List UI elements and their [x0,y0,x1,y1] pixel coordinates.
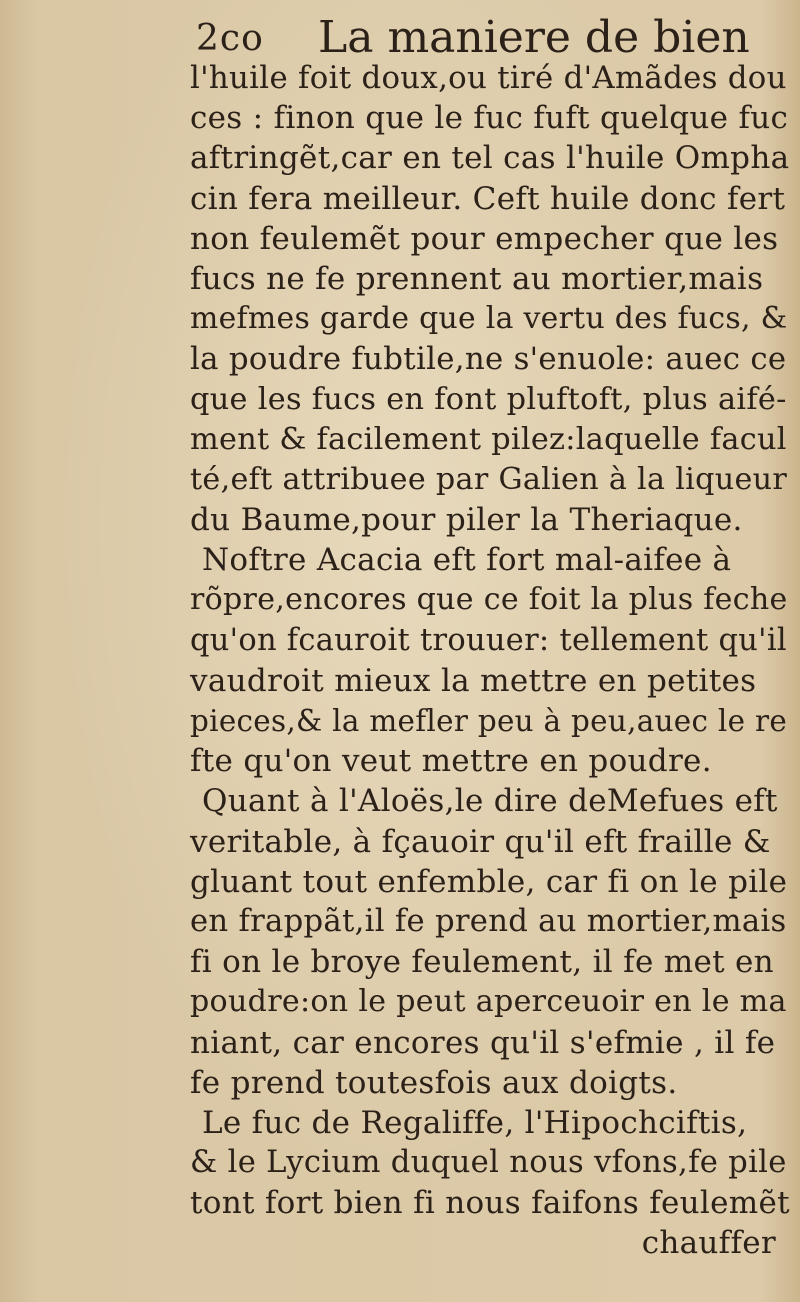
text-line: chauffer [641,1225,776,1262]
text-line: Le fuc de Regaliffe, l'Hipochciftis, [202,1104,748,1141]
text-line: la poudre fubtile,ne s'enuole: auec ce [190,341,787,378]
text-line: en frappãt,il fe prend au mortier,mais [190,903,787,939]
text-line: niant, car encores qu'il s'efmie , il fe [190,1024,776,1061]
text-line: mefmes garde que la vertu des fucs, & [190,301,788,337]
text-line: du Baume,pour piler la Theriaque. [190,502,743,539]
text-line: ment & facilement pilez:laquelle facul [190,421,787,457]
text-line: ces : finon que le fuc fuft quelque fuc [190,100,789,137]
text-line: l'huile foit doux,ou tiré d'Amãdes dou [190,60,787,96]
text-line: fucs ne fe prennent au mortier,mais [190,260,764,297]
text-line: fi on le broye feulement, il fe met en [190,944,774,981]
text-line: aftringẽt,car en tel cas l'huile Ompha [190,140,790,177]
body-text [190,58,790,1264]
text-line: gluant tout enfemble, car fi on le pile [190,863,788,900]
page-number: 2co [196,18,264,59]
text-line: non feulemẽt pour empecher que les [190,220,779,257]
text-line: & le Lycium duquel nous vfons,fe pile [190,1145,787,1181]
text-line: pieces,& la mefler peu à peu,auec le re [190,704,788,738]
text-line: cin fera meilleur. Ceft huile donc fert [190,180,786,217]
text-line: Quant à l'Aloës,le dire deMefues eft [202,783,778,820]
text-line: Noftre Acacia eft fort mal-aifee à [202,542,732,579]
running-title: La maniere de bien [318,12,750,63]
text-line: vaudroit mieux la mettre en petites [190,662,757,699]
text-line: qu'on fcauroit trouuer: tellement qu'il [190,622,787,658]
text-line: tont fort bien fi nous faifons feulemẽt [190,1185,790,1222]
text-line: que les fucs en font pluftoft, plus aifé- [190,381,787,417]
text-line: fe prend toutesfois aux doigts. [190,1064,678,1101]
text-line: té,eft attribuee par Galien à la liqueur [190,461,788,497]
text-line: rõpre,encores que ce foit la plus feche [190,582,788,618]
text-line: poudre:on le peut aperceuoir en le ma [190,984,787,1020]
text-line: veritable, à fçauoir qu'il eft fraille & [190,823,771,860]
text-line: fte qu'on veut mettre en poudre. [190,743,712,780]
